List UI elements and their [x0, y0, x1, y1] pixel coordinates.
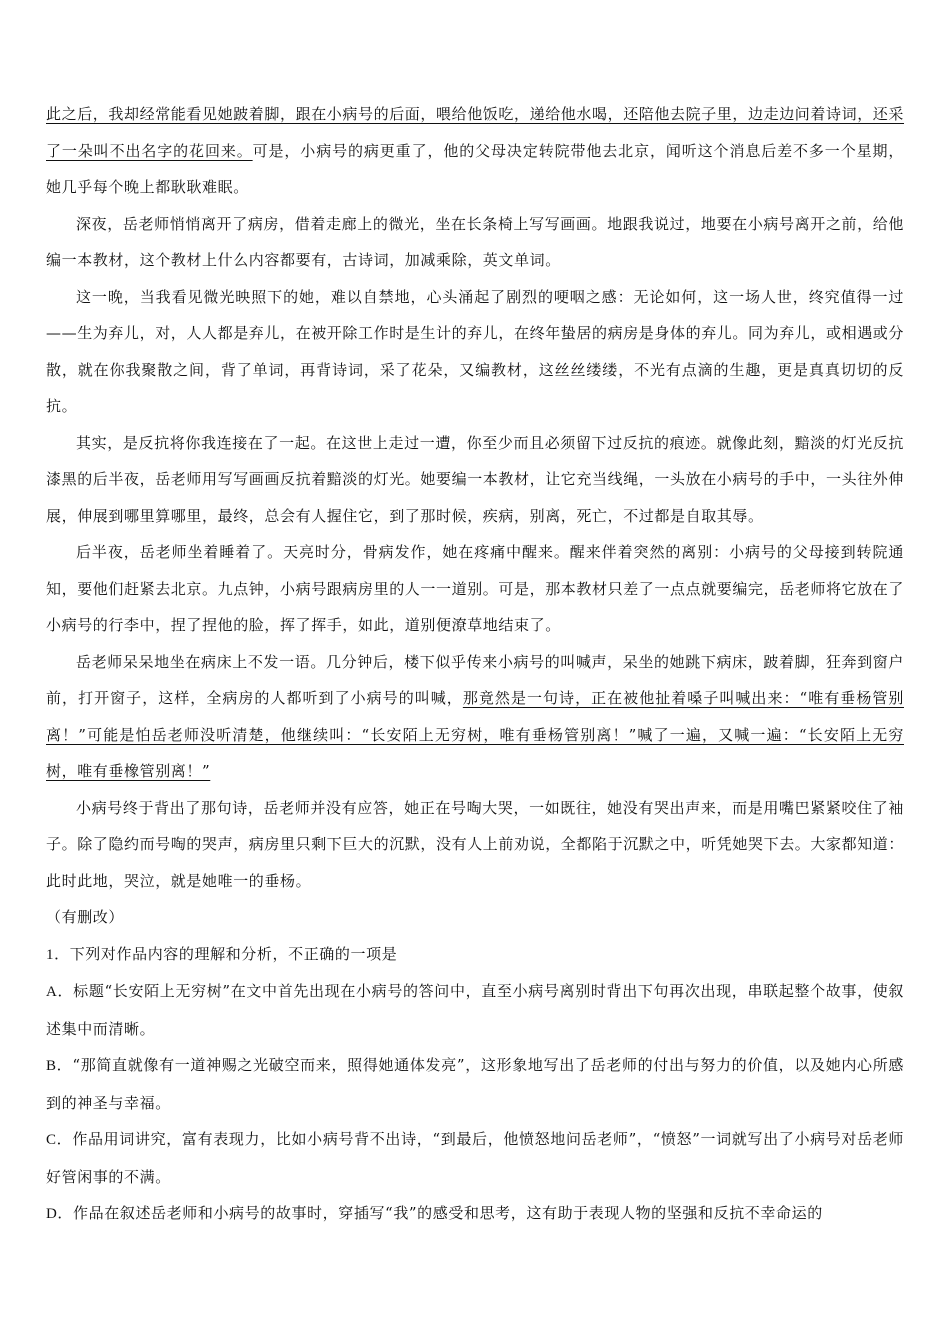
- paragraph-1-underlined-text: 此之后，我却经常能看见她跛着脚，跟在小病号的后面，喂给他饭吃，递给他水喝，还陪他去院子里，边走边问着诗词，还采了一朵叫不出名字的花回来。: [46, 105, 905, 160]
- option-b-text: “那简直就像有一道神赐之光破空而来，照得她通体发亮”，这形象地写出了岳老师的付出与努力的价值，以及她内心所感到的神圣与幸福。: [46, 1056, 904, 1112]
- paragraph-4: 其实，是反抗将你我连接在了一起。在这世上走过一遭，你至少而且必须留下过反抗的痕迹。就像此刻，黯淡的灯光反抗漆黑的后半夜，岳老师用写写画画反抗着黯淡的灯光。她要编一本教材，让它充当线绳，一头放在小病号的手中，一头往外伸展，伸展到哪里算哪里，最终，总会有人握住它，到了那时候，疾病，别离，死亡，不过都是自取其辱。: [46, 433, 905, 525]
- option-a: [46, 973, 904, 1047]
- paragraph-1-text: 可是，小病号的病更重了，他的父母决定转院带他去北京，闻听这个消息后差不多一个星期，她几乎每个晚上都耿耿难眠。: [46, 141, 904, 196]
- option-b-letter: B．: [46, 1058, 73, 1074]
- option-d-text: 作品在叙述岳老师和小病号的故事时，穿插写“我”的感受和思考，这有助于表现人物的坚强和反抗不幸命运的: [73, 1204, 823, 1222]
- document-page: [46, 96, 904, 1233]
- source-note: （有删改）: [46, 908, 125, 926]
- option-c-text: 作品用词讲究，富有表现力，比如小病号背不出诗，“到最后，他愤怒地问岳老师”，“愤怒”一词就写出了小病号对岳老师好管闲事的不满。: [46, 1130, 904, 1186]
- paragraph-1: [46, 96, 904, 206]
- question-stem-text: 下列对作品内容的理解和分析，不正确的一项是: [69, 944, 398, 963]
- paragraph-6-underlined-text: 那竟然是一句诗，正在被他扯着嗓子叫喊出来：“唯有垂杨管别离！”可能是怕岳老师没听清楚，他继续叫：“长安陌上无穷树，唯有垂杨管别离！”喊了一遍，又喊一遍：“长安陌上无穷树，唯有垂橡管别离！”: [46, 689, 904, 780]
- option-c: [46, 1121, 904, 1195]
- option-d-letter: D．: [46, 1206, 74, 1222]
- option-b: [46, 1047, 904, 1121]
- paragraph-6: [46, 644, 904, 790]
- paragraph-2: 深夜，岳老师悄悄离开了病房，借着走廊上的微光，坐在长条椅上写写画画。地跟我说过，地要在小病号离开之前，给他编一本教材，这个教材上什么内容都要有，古诗词，加减乘除，英文单词。: [46, 214, 904, 269]
- option-a-text: 标题“长安陌上无穷树”在文中首先出现在小病号的答问中，直至小病号离别时背出下句再次出现，串联起整个故事，使叙述集中而清晰。: [46, 982, 904, 1038]
- paragraph-3: 这一晚，当我看见微光映照下的她，难以自禁地，心头涌起了剧烈的哽咽之感：无论如何，这一场人世，终究值得一过——生为弃儿，对，人人都是弃儿，在被开除工作时是生计的弃儿，在终年蛰居的病房是身体的弃儿。同为弃儿，或相遇或分散，就在你我聚散之间，背了单词，再背诗词，采了花朵，又编教材，这丝丝缕缕，不光有点滴的生趣，更是真真切切的反抗。: [46, 287, 905, 415]
- paragraph-5: 后半夜，岳老师坐着睡着了。天亮时分，骨病发作，她在疼痛中醒来。醒来伴着突然的离别：小病号的父母接到转院通知，要他们赶紧去北京。九点钟，小病号跟病房里的人一一道别。可是，那本教材只差了一点点就要编完，岳老师将它放在了小病号的行李中，捏了捏他的脸，挥了挥手，如此，道别便潦草地结束了。: [46, 543, 905, 634]
- question-number: 1．: [46, 946, 70, 963]
- question-1-stem: [46, 936, 904, 974]
- paragraph-7: 小病号终于背出了那句诗，岳老师并没有应答，她正在号啕大哭，一如既往，她没有哭出声来，而是用嘴巴紧紧咬住了袖子。除了隐约而号啕的哭声，病房里只剩下巨大的沉默，没有人上前劝说，全都陷于沉默之中，听凭她哭下去。大家都知道：此时此地，哭泣，就是她唯一的垂杨。: [46, 798, 905, 890]
- option-c-letter: C．: [46, 1132, 73, 1148]
- option-d: [46, 1195, 904, 1233]
- paragraph-6-text: 岳老师呆呆地坐在病床上不发一语。几分钟后，楼下似乎传来小病号的叫喊声，呆坐的她跳下病床，跛着脚，狂奔到窗户前，打开窗子，这样，全病房的人都听到了小病号的叫喊，: [46, 652, 904, 707]
- option-a-letter: A．: [46, 984, 74, 1000]
